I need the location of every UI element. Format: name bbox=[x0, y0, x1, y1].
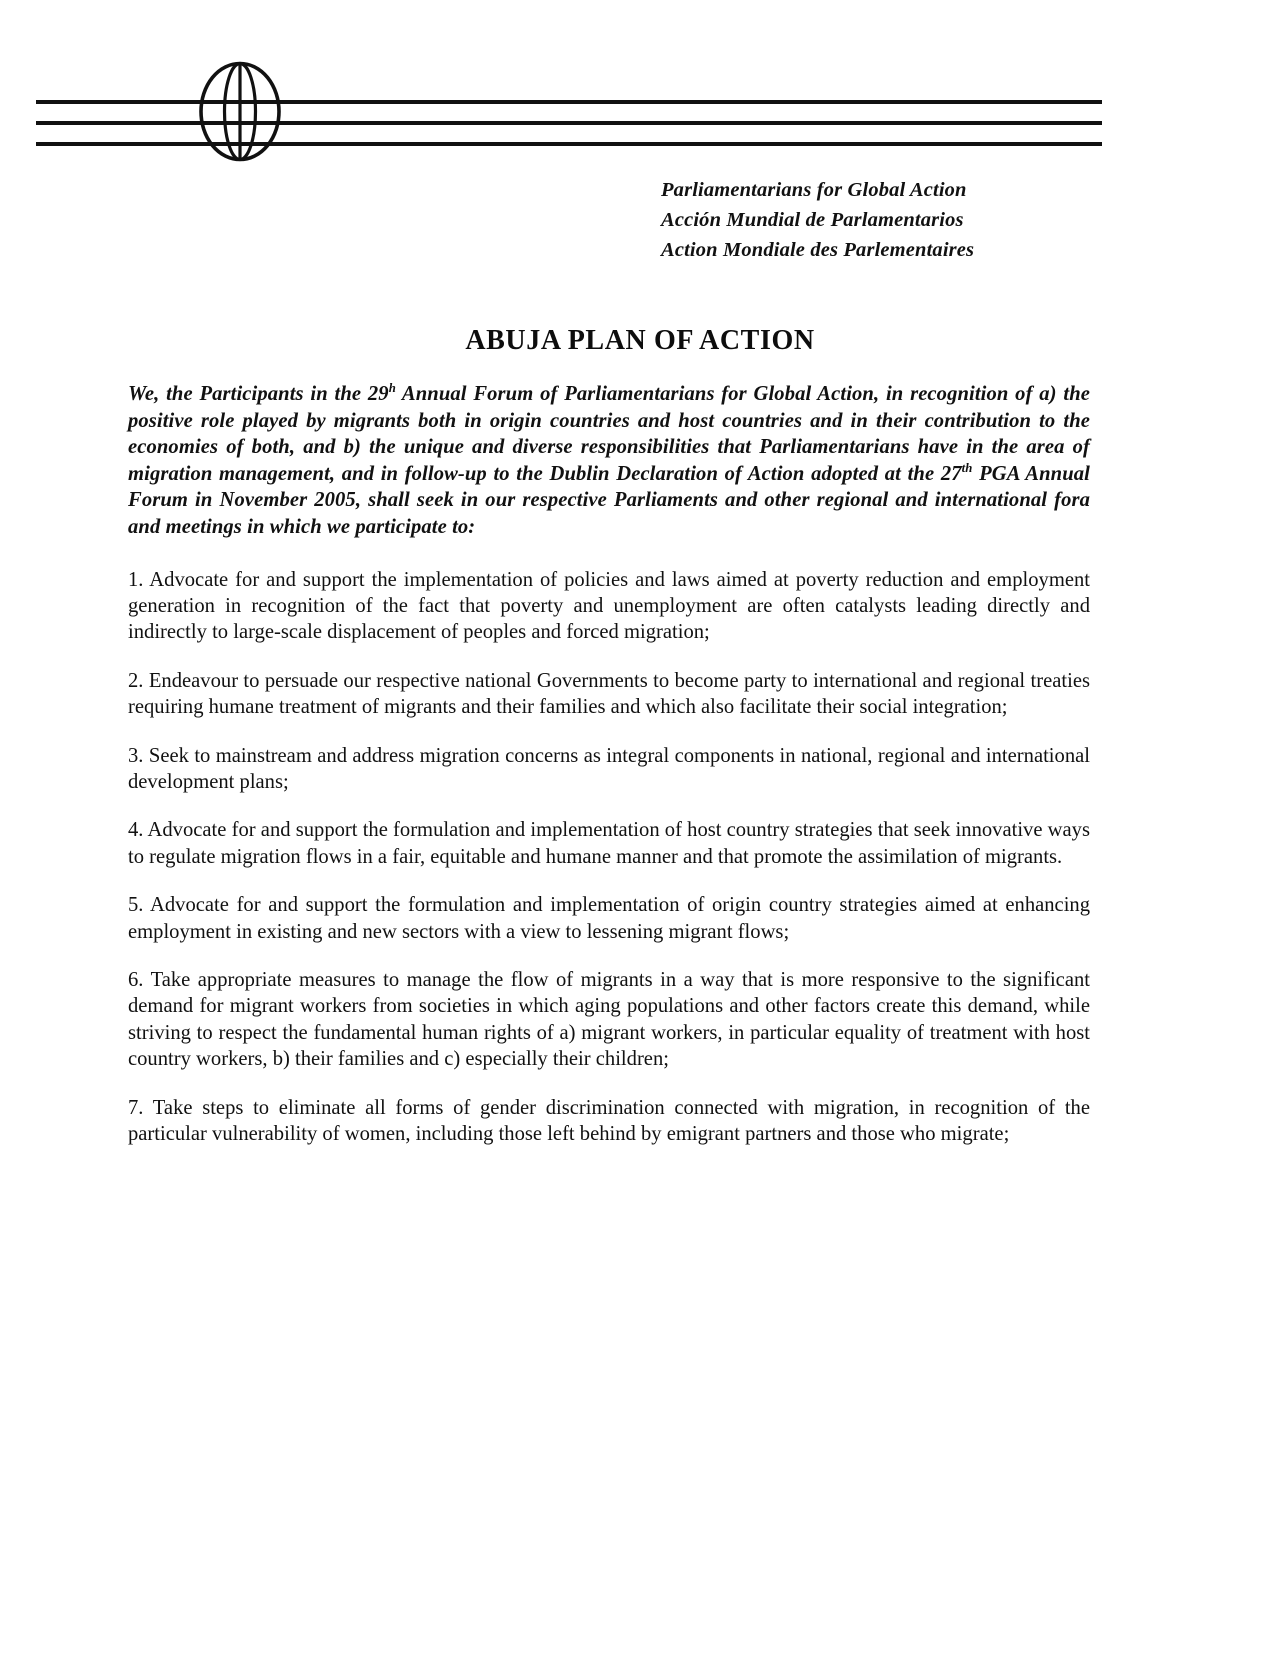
preamble-text-2: Annual Forum of Parliamentarians for Global Action, in recognition of a) the positive role played by migrants both in origin countries and host countries and in their contribution to the economies of both, and b) the unique and diverse responsibilities that Parliamentarians have in the area of migration management, and in follow-up to the Dublin Declaration of Action adopted at the bbox=[128, 383, 1090, 485]
item-text: Endeavour to persuade our respective national Governments to become party to international and regional treaties requiring humane treatment of migrants and their families and which also facilitate their social integration; bbox=[128, 669, 1090, 719]
item-number: 4. bbox=[128, 819, 144, 842]
numbered-item-6 bbox=[128, 967, 1090, 1073]
preamble-paragraph bbox=[128, 381, 1090, 541]
item-text: Advocate for and support the formulation and implementation of origin country strategies aimed at enhancing employment in existing and new sectors with a view to lessening migrant flows; bbox=[128, 894, 1091, 943]
numbered-item-7 bbox=[128, 1095, 1090, 1148]
preamble-ordinal-27-suffix: th bbox=[961, 460, 973, 475]
document-body bbox=[128, 381, 1090, 1147]
item-number: 3. bbox=[128, 744, 144, 767]
preamble-ordinal-29-suffix: h bbox=[388, 381, 396, 396]
numbered-item-2 bbox=[128, 668, 1090, 721]
org-name-english: Parliamentarians for Global Action bbox=[661, 179, 967, 201]
organization-names bbox=[661, 175, 1081, 265]
org-name-french: Action Mondiale des Parlementaires bbox=[661, 239, 975, 261]
preamble-ordinal-29: 29 bbox=[367, 383, 389, 405]
preamble-text-3: PGA Annual Forum in November 2005, shall seek in our respective Parliaments and other regional and international fora and meetings in which we participate to: bbox=[128, 462, 1090, 538]
letterhead-rule-bottom bbox=[36, 142, 1102, 146]
numbered-item-4 bbox=[128, 817, 1090, 870]
numbered-item-1 bbox=[128, 567, 1090, 646]
item-number: 2. bbox=[128, 669, 144, 692]
preamble-ordinal-27: 27 bbox=[940, 462, 962, 485]
item-text: Advocate for and support the formulation and implementation of host country strategies that seek innovative ways to regulate migration flows in a fair, equitable and humane manner and that promote the assimilation of migrants. bbox=[128, 819, 1090, 868]
item-text: Take steps to eliminate all forms of gender discrimination connected with migration, in recognition of the particular vulnerability of women, including those left behind by emigrant partners and those who migrate; bbox=[128, 1096, 1090, 1146]
item-number: 6. bbox=[128, 969, 144, 992]
preamble-text-1: We, the Participants in the bbox=[128, 383, 368, 405]
item-number: 1. bbox=[128, 568, 144, 591]
item-text: Seek to mainstream and address migration concerns as integral components in national, regional and international development plans; bbox=[128, 744, 1090, 793]
item-text: Take appropriate measures to manage the flow of migrants in a way that is more responsive to the significant demand for migrant workers from societies in which aging populations and other factors create this demand, while striving to respect the fundamental human rights of a) migrant workers, in particular equality of treatment with host country workers, b) their families and c) especially their children; bbox=[128, 969, 1090, 1071]
letterhead-rule-middle bbox=[36, 121, 1102, 125]
letterhead bbox=[0, 0, 1280, 175]
item-number: 5. bbox=[128, 894, 144, 917]
globe-icon bbox=[198, 61, 282, 162]
page-title: ABUJA PLAN OF ACTION bbox=[465, 325, 815, 356]
numbered-item-5 bbox=[128, 892, 1090, 945]
item-text: Advocate for and support the implementation of policies and laws aimed at poverty reduction and employment generation in recognition of the fact that poverty and unemployment are often catalysts leading directly and indirectly to large-scale displacement of peoples and forced migration; bbox=[128, 568, 1090, 644]
letterhead-rule-top bbox=[36, 100, 1102, 104]
item-number: 7. bbox=[128, 1096, 144, 1119]
org-name-spanish: Acción Mundial de Parlamentarios bbox=[661, 209, 964, 231]
numbered-item-3 bbox=[128, 743, 1090, 796]
